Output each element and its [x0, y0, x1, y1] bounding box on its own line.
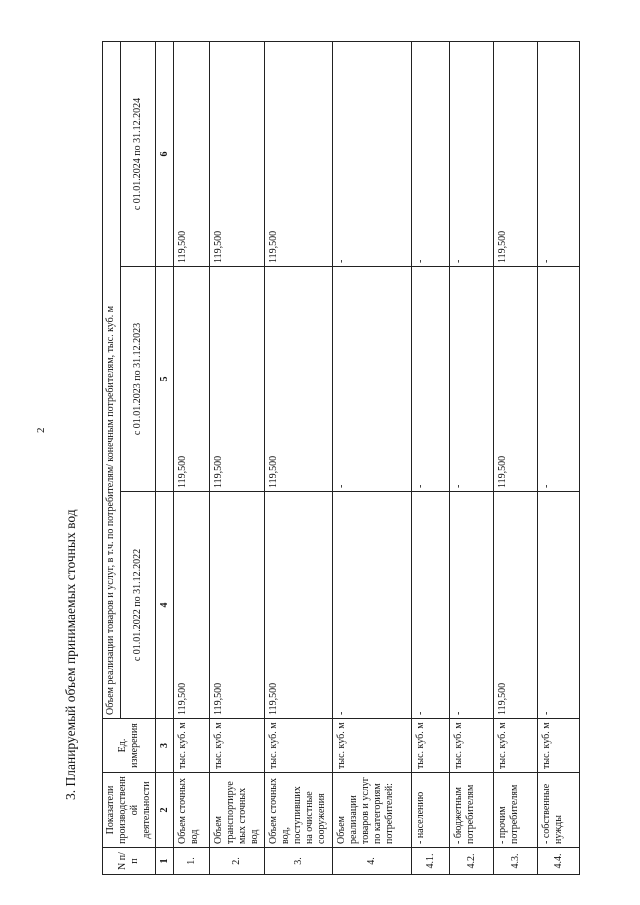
row-label: Объем сточных вод	[174, 773, 210, 848]
row-unit: тыс. куб. м	[494, 719, 538, 773]
index-row	[156, 41, 174, 874]
header-period-2024: с 01.01.2024 по 31.12.2024	[120, 41, 155, 266]
row-value-2022: -	[538, 492, 580, 719]
row-value-2024: 119,500	[210, 41, 265, 266]
row-value-2024: -	[450, 41, 494, 266]
table-row	[538, 41, 580, 874]
planned-volume-table	[102, 41, 580, 875]
row-num: 1.	[174, 848, 210, 875]
row-value-2024: -	[412, 41, 450, 266]
table-row	[412, 41, 450, 874]
row-value-2022: -	[450, 492, 494, 719]
row-label: - прочим потребителям	[494, 773, 538, 848]
table-row	[333, 41, 412, 874]
row-value-2022: 119,500	[494, 492, 538, 719]
header-period-2023: с 01.01.2023 по 31.12.2023	[120, 267, 155, 492]
row-value-2023: 119,500	[265, 267, 333, 492]
row-value-2022: 119,500	[265, 492, 333, 719]
volume-table-wrapper	[102, 42, 580, 875]
row-value-2024: 119,500	[265, 41, 333, 266]
index-cell: 5	[156, 267, 174, 492]
row-value-2023: 119,500	[174, 267, 210, 492]
header-num: N п/п	[103, 848, 156, 875]
page-number: 2	[35, 427, 47, 433]
table-row	[174, 41, 210, 874]
row-num: 4.3.	[494, 848, 538, 875]
index-cell: 1	[156, 848, 174, 875]
row-value-2023: -	[450, 267, 494, 492]
row-unit: тыс. куб. м	[538, 719, 580, 773]
table-row	[494, 41, 538, 874]
row-label: - собственные нужды	[538, 773, 580, 848]
table-row	[450, 41, 494, 874]
row-unit: тыс. куб. м	[412, 719, 450, 773]
row-unit: тыс. куб. м	[265, 719, 333, 773]
index-cell: 3	[156, 719, 174, 773]
header-row-1	[103, 41, 121, 874]
row-value-2024: -	[333, 41, 412, 266]
row-unit: тыс. куб. м	[450, 719, 494, 773]
table-row	[265, 41, 333, 874]
row-num: 3.	[265, 848, 333, 875]
row-unit: тыс. куб. м	[333, 719, 412, 773]
row-value-2023: 119,500	[210, 267, 265, 492]
table-row	[210, 41, 265, 874]
row-value-2023: 119,500	[494, 267, 538, 492]
index-cell: 4	[156, 492, 174, 719]
row-value-2023: -	[333, 267, 412, 492]
row-value-2024: 119,500	[174, 41, 210, 266]
row-num: 2.	[210, 848, 265, 875]
row-label: - населению	[412, 773, 450, 848]
header-volume-group: Объем реализации товаров и услуг, в т.ч. по потребителям/ конечным потребителям, тыс. куб. м	[103, 41, 121, 718]
header-unit: Ед. измерения	[103, 719, 156, 773]
header-period-2022: с 01.01.2022 по 31.12.2022	[120, 492, 155, 719]
row-value-2022: 119,500	[174, 492, 210, 719]
row-value-2024: 119,500	[494, 41, 538, 266]
row-unit: тыс. куб. м	[210, 719, 265, 773]
row-num: 4.2.	[450, 848, 494, 875]
index-cell: 6	[156, 41, 174, 266]
row-value-2022: -	[333, 492, 412, 719]
row-num: 4.	[333, 848, 412, 875]
row-label: Объем транспортируемых сточных вод	[210, 773, 265, 848]
header-indicator: Показатели производственной деятельности	[103, 773, 156, 848]
row-label: Объем сточных вод, поступивших на очистные сооружения	[265, 773, 333, 848]
row-label: Объем реализации товаров и услуг по категориям потребителей:	[333, 773, 412, 848]
row-value-2022: -	[412, 492, 450, 719]
section-title: 3. Планируемый объем принимаемых сточных вод	[63, 509, 78, 800]
index-cell: 2	[156, 773, 174, 848]
row-value-2024: -	[538, 41, 580, 266]
row-value-2022: 119,500	[210, 492, 265, 719]
row-label: - бюджетным потребителям	[450, 773, 494, 848]
row-unit: тыс. куб. м	[174, 719, 210, 773]
row-num: 4.1.	[412, 848, 450, 875]
row-value-2023: -	[538, 267, 580, 492]
row-num: 4.4.	[538, 848, 580, 875]
row-value-2023: -	[412, 267, 450, 492]
